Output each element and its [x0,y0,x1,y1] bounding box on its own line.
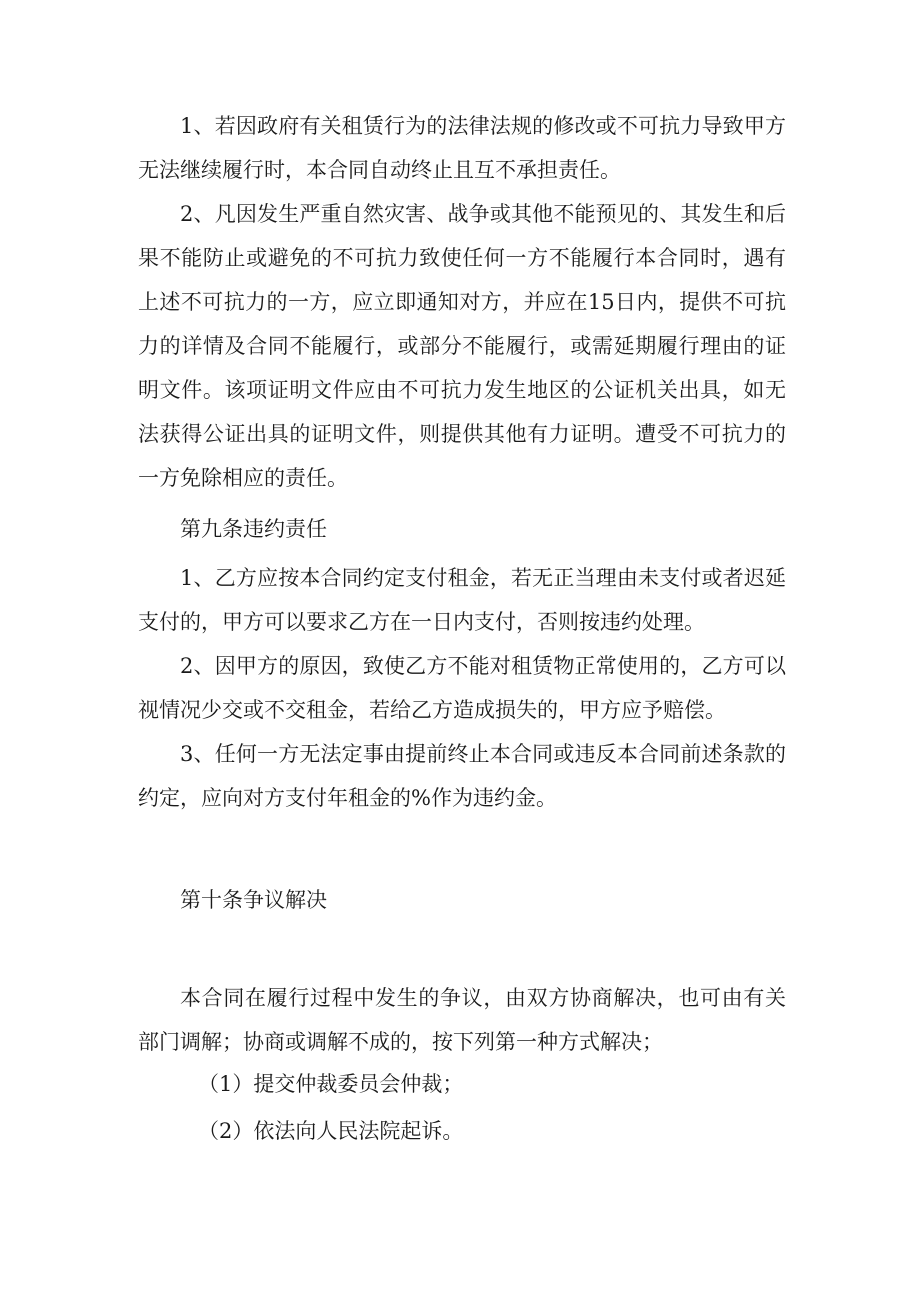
list-item-litigation: （2）依法向人民法院起诉。 [198,1119,464,1143]
heading-article-10: 第十条争议解决 [180,888,327,912]
paragraph-dispute: 本合同在履行过程中发生的争议，由双方协商解决，也可由有关部门调解；协商或调解不成的，按下列第一种方式解决； [138,986,786,1054]
paragraph-breach-lessor: 2、因甲方的原因，致使乙方不能对租赁物正常使用的，乙方可以视情况少交或不交租金，若给乙方造成损失的，甲方应予赔偿。 [138,654,786,722]
paragraph-termination: 1、若因政府有关租赁行为的法律法规的修改或不可抗力导致甲方无法继续履行时，本合同自动终止且互不承担责任。 [138,114,786,182]
paragraph-breach-rent: 1、乙方应按本合同约定支付租金，若无正当理由未支付或者迟延支付的，甲方可以要求乙方在一日内支付，否则按违约处理。 [138,566,786,634]
list-item-arbitration: （1）提交仲裁委员会仲裁； [198,1072,464,1096]
heading-article-9: 第九条违约责任 [180,517,327,541]
paragraph-force-majeure: 2、凡因发生严重自然灾害、战争或其他不能预见的、其发生和后果不能防止或避免的不可抗力致使任何一方不能履行本合同时，遇有上述不可抗力的一方，应立即通知对方，并应在15日内，提供不可抗力的详情及合同不能履行，或部分不能履行，或需延期履行理由的证明文件。该项证明文件应由不可抗力发生地区的公证机关出具，如无法获得公证出具的证明文件，则提供其他有力证明。遭受不可抗力的一方免除相应的责任。 [138,202,786,490]
paragraph-breach-penalty: 3、任何一方无法定事由提前终止本合同或违反本合同前述条款的约定，应向对方支付年租金的%作为违约金。 [138,742,786,810]
